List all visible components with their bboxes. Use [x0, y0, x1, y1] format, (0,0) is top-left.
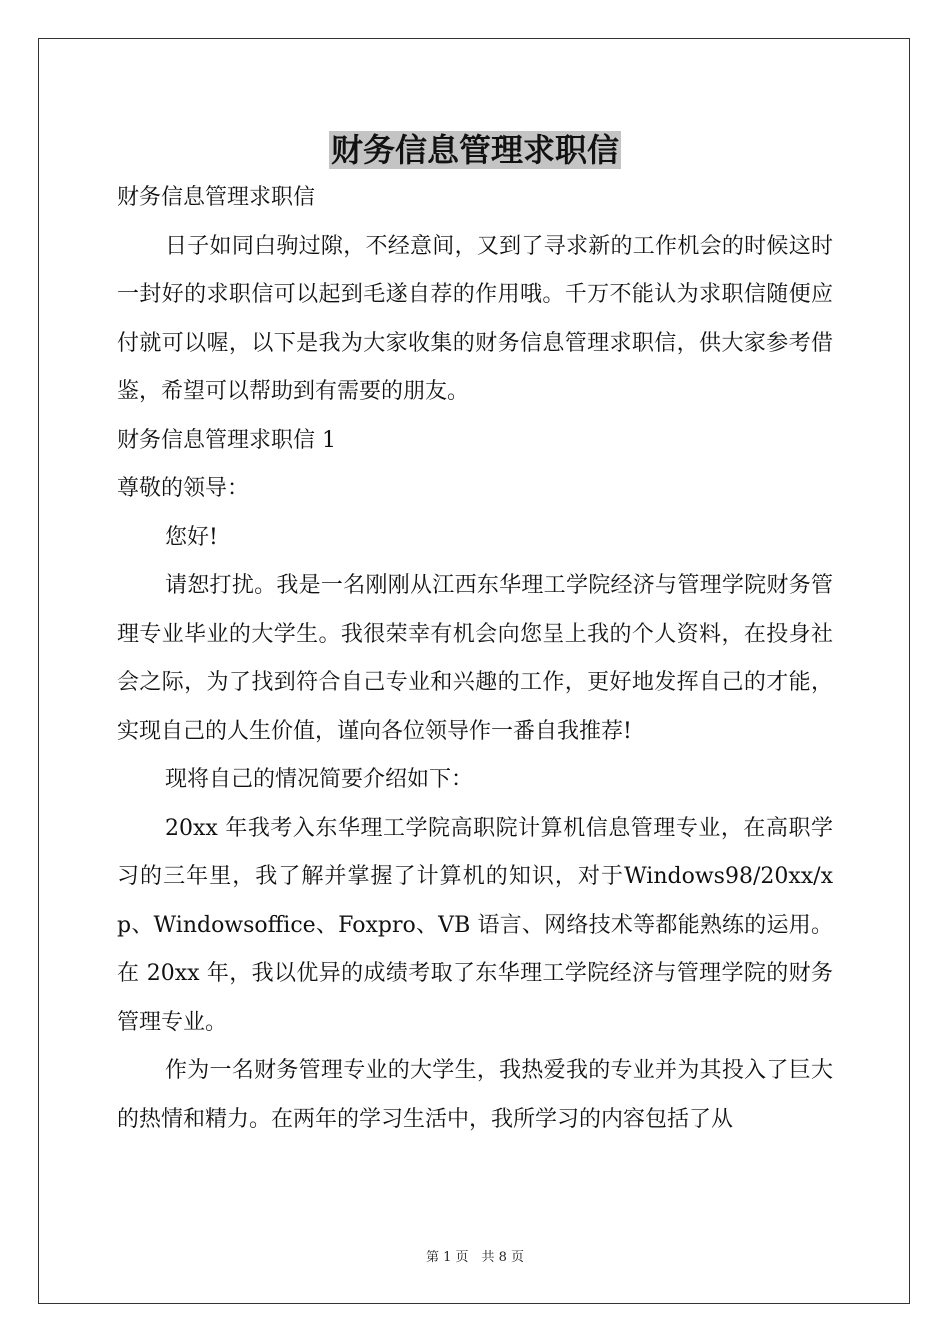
page-footer — [0, 1246, 950, 1265]
paragraph: 财务信息管理求职信 — [117, 185, 316, 210]
paragraph: 作为一名财务管理专业的大学生，我热爱我的专业并为其投入了巨大的热情和精力。在两年的学习生活中，我所学习的内容包括了从 — [117, 1058, 833, 1132]
paragraph: 20xx 年我考入东华理工学院高职院计算机信息管理专业，在高职学习的三年里，我了解并掌握了计算机的知识，对于Windows98/20xx/xp、Windowsoffice、Foxpro、VB 语言、网络技术等都能熟练的运用。在 20xx 年，我以优异的成绩考取了东华理工学院经济与管理学院的财务管理专业。 — [117, 815, 833, 1035]
paragraph: 日子如同白驹过隙，不经意间，又到了寻求新的工作机会的时候这时一封好的求职信可以起到毛遂自荐的作用哦。千万不能认为求职信随便应付就可以喔，以下是我为大家收集的财务信息管理求职信，供大家参考借鉴，希望可以帮助到有需要的朋友。 — [117, 233, 833, 404]
paragraph: 请恕打扰。我是一名刚刚从江西东华理工学院经济与管理学院财务管理专业毕业的大学生。我很荣幸有机会向您呈上我的个人资料，在投身社会之际，为了找到符合自己专业和兴趣的工作，更好地发挥自己的才能，实现自己的人生价值，谨向各位领导作一番自我推荐! — [117, 573, 833, 744]
paragraph: 现将自己的情况简要介绍如下： — [165, 767, 474, 792]
document-body — [117, 174, 833, 1144]
page-number: 第 1 页 共 8 页 — [425, 1250, 525, 1265]
document-title — [0, 126, 950, 174]
document-title-text: 财务信息管理求职信 — [330, 131, 619, 169]
paragraph: 尊敬的领导： — [117, 476, 250, 501]
paragraph: 您好! — [165, 524, 218, 550]
paragraph: 财务信息管理求职信 1 — [117, 427, 336, 453]
